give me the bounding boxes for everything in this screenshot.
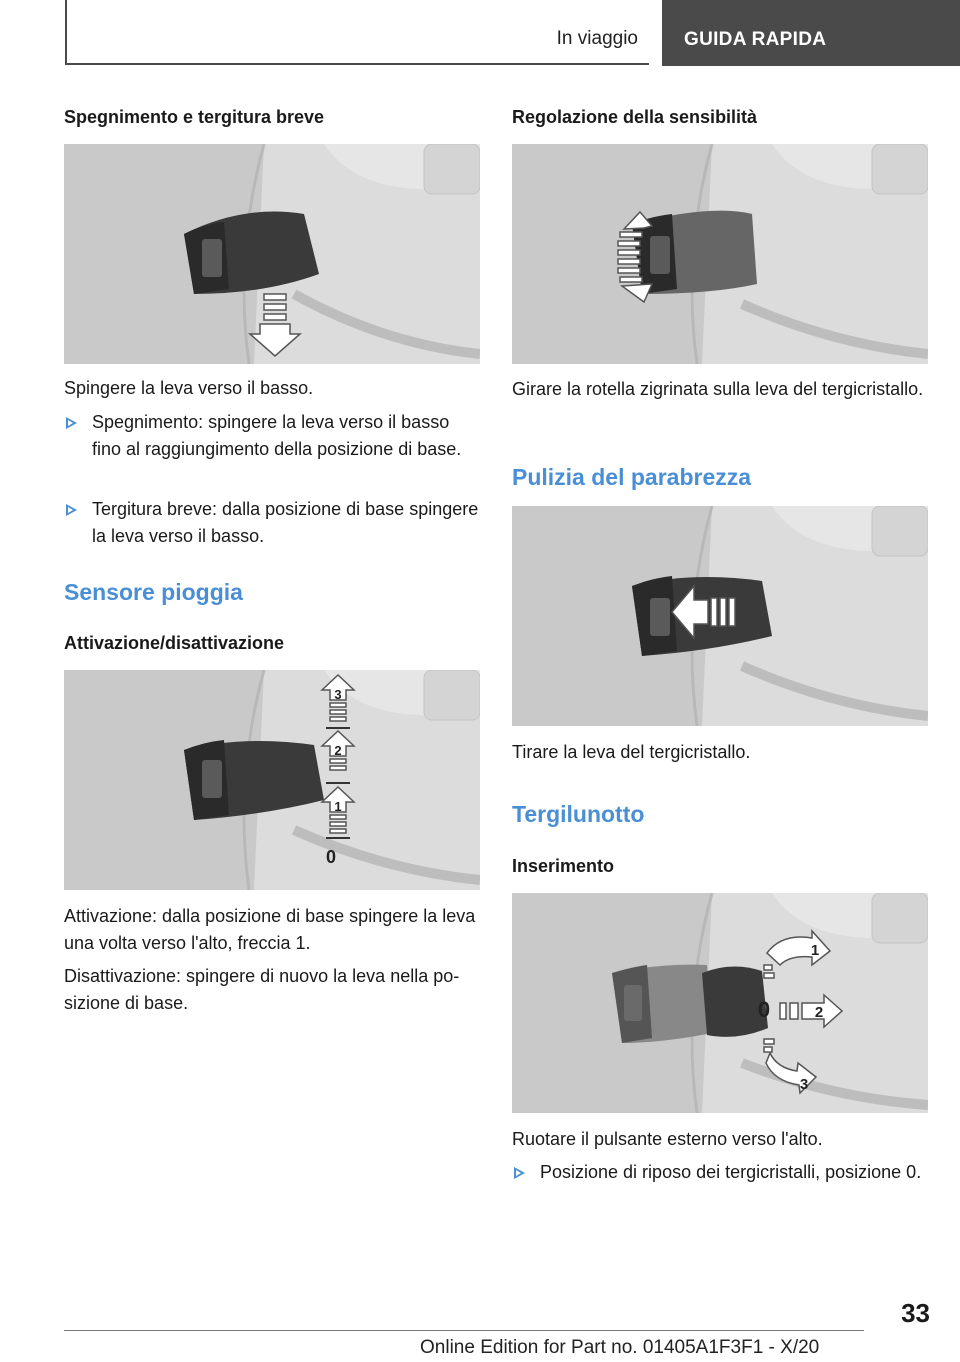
figure-knurled-wheel (512, 144, 928, 364)
section-windshield-cleaning: Pulizia del parabrezza (512, 464, 752, 490)
bullet-triangle-icon (66, 504, 77, 516)
header-section-title: In viaggio (556, 28, 638, 49)
fig-label-3: 3 (799, 1076, 809, 1093)
text-pull-lever: Tirare la leva del tergicristallo. (512, 742, 751, 762)
text-push-down: Spingere la leva verso il basso. (64, 378, 314, 398)
bullet-switch-off: Spegnimento: spingere la leva verso il basso fino al raggiungimento della posizione di base. (64, 409, 480, 463)
text-deactivation: Disattivazione: spingere di nuovo la leva nella posizione di base. (64, 966, 460, 1013)
header-rule-horizontal (65, 63, 649, 65)
figure-pull-lever (512, 506, 928, 726)
bullet-short-wipe: Tergitura breve: dalla posizione di base spingere la leva verso il basso. (64, 496, 480, 550)
fig-label-3: 3 (334, 687, 342, 702)
bullet-triangle-icon (66, 417, 77, 429)
fig-label-2: 2 (814, 1004, 824, 1021)
bullet-rest-position: Posizione di riposo dei tergicristalli, posizione 0. (512, 1159, 928, 1186)
page-number: 33 (901, 1298, 930, 1328)
fig-label-0: 0 (326, 847, 337, 867)
figure-lever-down (64, 144, 480, 364)
heading-switch-off: Spegnimento e tergitura breve (64, 107, 325, 127)
fig-label-1: 1 (334, 799, 342, 814)
fig-label-0: 0 (757, 997, 771, 1022)
section-rear-wiper: Tergilunotto (512, 801, 645, 827)
heading-sensitivity: Regolazione della sensibilità (512, 107, 758, 127)
text-activation: Attivazione: dalla posizione di base spingere la leva una volta verso l'alto, freccia 1. (64, 906, 476, 953)
fig-label-2: 2 (334, 743, 342, 758)
footer-edition: Online Edition for Part no. 01405A1F3F1 - X/20 (420, 1337, 820, 1358)
heading-insertion: Inserimento (512, 856, 615, 876)
section-rain-sensor: Sensore pioggia (64, 579, 243, 605)
fig-label-1: 1 (810, 942, 820, 959)
heading-activation: Attivazione/disattivazione (64, 633, 285, 653)
header-chapter-tab (662, 0, 960, 66)
figure-rain-sensor-lever (64, 670, 480, 890)
figure-rear-wiper-switch (512, 893, 928, 1113)
header-rule-vertical (65, 0, 67, 64)
bullet-triangle-icon (514, 1167, 525, 1179)
text-rotate-outer-button: Ruotare il pulsante esterno verso l'alto. (512, 1129, 823, 1149)
text-rotate-wheel: Girare la rotella zigrinata sulla leva del tergicristallo. (512, 379, 924, 399)
header-chapter-label: GUIDA RAPIDA (684, 29, 827, 50)
footer-rule (64, 1330, 864, 1331)
